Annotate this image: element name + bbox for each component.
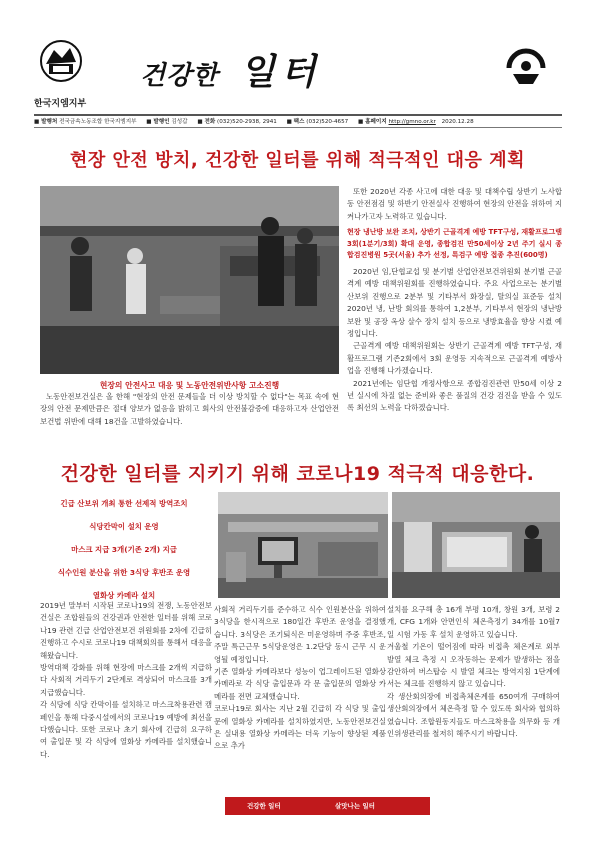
article1-right-p3: 근골격계 예방 대책위원회는 상반기 근골격계 예방 TFT구성, 재활프로그램 기존2회에서 3회 운영등 지속적으로 근골격계 예방사업을 진행해 나가겠습니다. xyxy=(347,341,562,376)
cafeteria-thermal-camera-photo xyxy=(218,492,388,598)
cafeteria-partition-photo xyxy=(392,492,560,598)
article2-col2-text: 사회적 거리두기를 준수하고 식수 인원분산을 위하여 3식당을 한시적으로 180일간 후반조 운영을 결정했습니다. 3식당은 조기퇴식은 미운영하며 주중 후반조, 주말 특근근무 5식당운영은 1.2단당 동시 근무 시 운영될 예정입니다. 기존 열화상 카메라보다 성능이 업그레이드된 열화상카메라로 각 식당 출입문과 각 문 출입문의 열화상 카메라를 전면 교체했습니다. 코로나19로 회사는 지난 2월 긴급히 각 식당 및 출입문에 열화상 카메라를 설치하였지만, 노동안전보건실은 실내용 열화상 카메라는 더욱 기능이 향상된 제품으로 추가 xyxy=(214,605,386,751)
bullet-item: 마스크 지급 3개(기존 2개) 지급 xyxy=(71,545,177,554)
article2-bullet-list xyxy=(40,492,208,607)
article1-right-p4: 2021년에는 임단협 개정사항으로 종합검진관련 만50세 이상 2년 실시에 차질 없는 준비와 좋은 품질의 건강 검진을 받을 수 있도록 최선의 노력을 다하겠습니다. xyxy=(347,378,562,413)
article2-col1 xyxy=(40,600,212,761)
article2-col1-text: 2019년 말부터 시작된 코로나19의 전쟁, 노동안전보건실은 조합원들의 건강권과 안전한 일터를 위해 코로나19 관련 긴급 산업안전보건 위원회를 2차에 긴급히 진행하고 수시로 코로나19 대책회의를 통해서 대응을 해왔습니다. 방역대책 강화를 위해 현장에 마스크를 2개씩 지급하다 사회적 거리두기 2단계로 격상되어 마스크를 3개 지급했습니다. 각 식당에 식당 칸막이를 설치하고 마스크착용관련 캠페인을 통해 다중시설에서의 코로나19 예방에 최선을 다했습니다. 또한 코로나 초기 회사에 긴급히 요구하여 출입문 및 각 식당에 열화상 카메라를 설치했습니다. xyxy=(40,601,212,759)
photo1-caption: 현장의 안전사고 대응 및 노동안전위반사항 고소진행 xyxy=(99,381,280,390)
publisher-label: 발행처 xyxy=(41,119,58,125)
article1-highlight: 현장 냉난방 보완 조치, 상반기 근골격계 예방 TFT구성, 재활프로그램 3회(1분기/3회) 확대 운영, 종합검진 만50세이상 2년 주기 실시 종합검진병원 5곳(서울) 추가 선정, 특검구 예방 접종 추진(600명) xyxy=(347,228,562,260)
factory-workers-photo xyxy=(40,186,339,374)
article2-headline: 건강한 일터를 지키기 위해 코로나19 적극적 대응한다. xyxy=(60,463,535,485)
issue-date: 2020.12.28 xyxy=(441,119,474,125)
bullet-item: 열화상 카메라 설치 xyxy=(92,591,156,600)
publication-info-bar: ■ 발행처 전국금속노동조합 한국지엠지부 ■ 발행인 김성갑 ■ 전화 (032)520-2938, 2941 ■ 팩스 (032)520-4657 ■ 홈페이지 http://gmno.or.kr 2020.12.28 xyxy=(34,114,562,128)
publisher: 전국금속노동조합 한국지엠지부 xyxy=(59,119,137,125)
union-logo-icon xyxy=(40,40,82,82)
bullet-item: 식수인원 분산을 위한 3식당 후반조 운영 xyxy=(57,568,191,577)
bullet-item: 긴급 산보위 개최 통한 선제적 방역조치 xyxy=(60,499,188,508)
footer-left: 건강한 일터 xyxy=(247,802,281,810)
masthead-small: 건강한 xyxy=(140,61,219,91)
masthead-title xyxy=(140,44,322,95)
article1-headline: 현장 안전 방치, 건강한 일터를 위해 적극적인 대응 계획 xyxy=(69,150,525,171)
footer-banner xyxy=(225,797,430,815)
article1-right-p2: 2020년 임,단협교섭 및 분기별 산업안전보건위원회 분기별 근골격계 예방 대책위원회를 진행하였습니다. 주요 사업으로는 분기별 산보위 진행으로 2분부 및 기타부서 화장실, 탈의실 표준등 설치 2020년 냉, 난방 회의를 통하여 1,2분부, 기타부서 현장의 냉난방 보완 및 공장 옥상 살수 장치 설치 등으로 냉방효율을 향상 시켰 예정입니다. xyxy=(347,267,562,339)
page-header xyxy=(0,0,595,109)
phone-label: 전화 xyxy=(204,119,216,125)
issuer-label: 발행인 xyxy=(153,119,170,125)
masthead-big: 일터 xyxy=(239,52,322,93)
homepage-link[interactable]: http://gmno.or.kr xyxy=(388,119,436,125)
article2-col3-text: 설치를 요구해 총 16개 부평 10개, 창원 3개, 보령 2개, CFG 1개와 안면인식 체온측정기 34개를 10월7일 시험 가동 후 설치 운영하고 있습니다. 겨울철 기온이 떨어짐에 따라 비접촉 체온계로 외부 발열 체크 측정 시 오작동하는 문제가 발생하는 점을 감안하여 버스탑승 시 발열 체크는 방역지침 1단계에서는 체크를 진행하지 않고 있습니다. 각 생산회의장에 비접촉체온계를 650여개 구매하여 생산회의장에서 체온측정 할 수 있도록 회사와 협의하였습니다. 조합원동지들도 마스크착용을 의무화 등 개인위생관리를 철저히 해주시기 바랍니다. xyxy=(387,605,560,739)
article1-left-paragraph: 노동안전보건실은 올 한해 "현장의 안전 문제들을 더 이상 방치할 수 없다"는 목표 속에 현장의 안전 문제만큼은 절대 양보가 없음을 밝히고 회사의 안전불감증에 대응하고자 산업안전보건법 위반에 대해 18건을 고발하였습니다. xyxy=(40,392,339,426)
article1-right-column xyxy=(347,186,562,415)
article1-left-text xyxy=(40,391,339,428)
bullet-item: 식당칸막이 설치 운영 xyxy=(89,522,159,531)
phone: (032)520-2938, 2941 xyxy=(217,119,277,125)
article2-col3 xyxy=(387,604,560,740)
fax: (032)520-4657 xyxy=(306,119,349,125)
article1-right-p1: 또한 2020년 각종 사고에 대한 대응 및 대책수립 상반기 노사합동 안전점검 및 하반기 안전실사 진행하여 현장의 안전을 위하여 지켜나가고자 노력하고 있습니다. xyxy=(347,187,562,221)
fax-label: 팩스 xyxy=(293,119,305,125)
kmwu-logo-icon xyxy=(505,48,547,88)
issuer: 김성갑 xyxy=(171,119,188,125)
footer-right: 살맛나는 일터 xyxy=(335,802,375,810)
org-name: 한국지엠지부 xyxy=(34,99,87,109)
article2-col2 xyxy=(214,604,386,753)
homepage-label: 홈페이지 xyxy=(365,119,387,125)
